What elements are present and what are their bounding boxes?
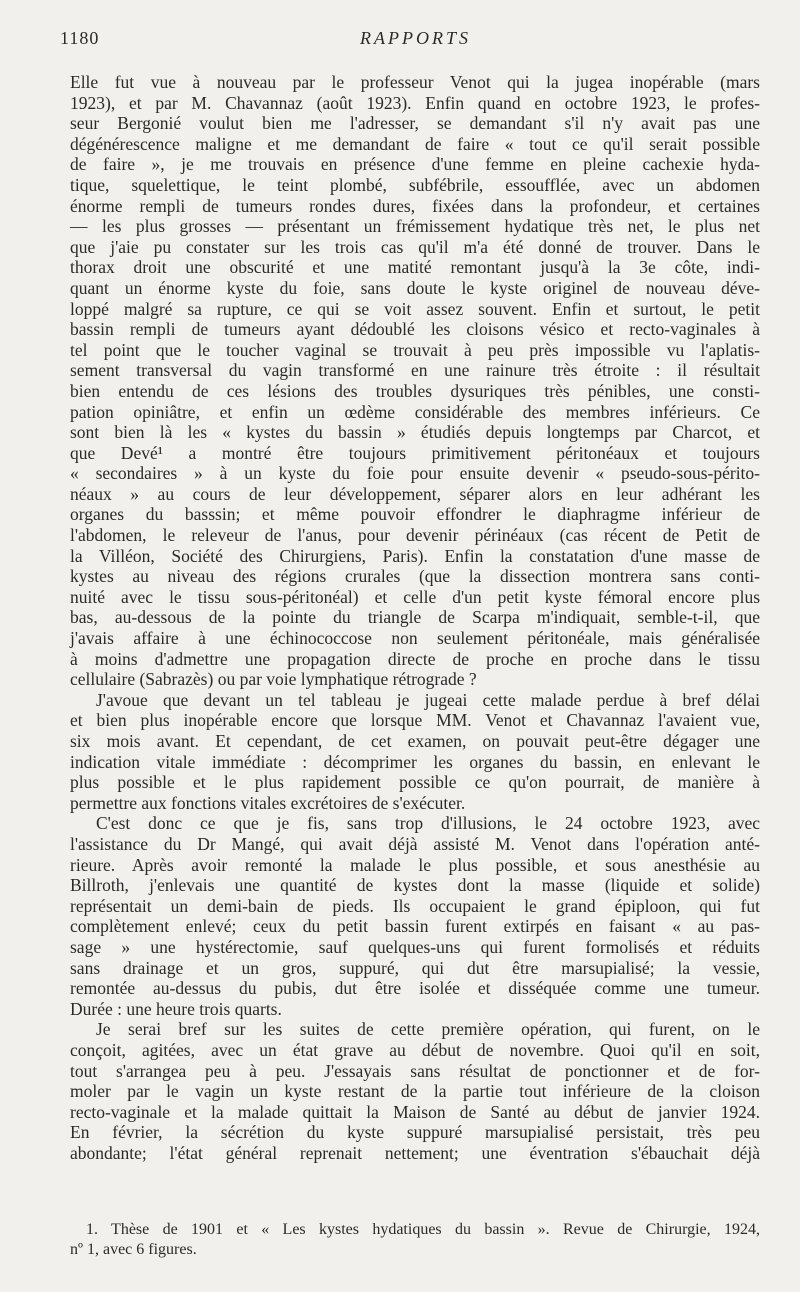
text-line: cellulaire (Sabrazès) ou par voie lymphatique rétrograde ?: [70, 669, 477, 690]
text-line: recto-vaginale et la malade quittait la Maison de Santé au début de janvier 1924.: [70, 1101, 760, 1122]
text-line: quant un énorme kyste du foie, sans doute le kyste originel de nouveau déve-: [70, 277, 760, 298]
text-line: néaux » au cours de leur développement, séparer alors en leur adhérant les: [70, 483, 760, 504]
text-line: six mois avant. Et cependant, de cet examen, on pouvait peut-être dégager une: [70, 731, 760, 751]
text-line: complètement enlevé; ceux du petit bassin furent extirpés en faisant « au pas-: [70, 916, 760, 937]
text-line: seur Bergonié voulut bien me l'adresser, se demandant s'il n'y avait pas une: [70, 113, 760, 134]
text-line: pation opiniâtre, et enfin un œdème considérable des membres inférieurs. Ce: [70, 401, 760, 422]
text-line: plus possible et le plus rapidement possible ce qu'on pourrait, de manière à: [70, 772, 760, 793]
page: [60, 28, 760, 1258]
text-line: organes du basssin; et même pouvoir effondrer le diaphragme inférieur de: [70, 504, 760, 525]
page-header: [60, 28, 760, 54]
text-line: sement transversal du vagin transformé en une rainure très étroite : il résultait: [70, 360, 760, 381]
text-line: sans drainage et un gros, suppuré, qui dut être marsupialisé; la vessie,: [70, 957, 760, 978]
text-line: tique, squelettique, le teint plombé, subfébrile, essoufflée, avec un abdomen: [70, 174, 760, 195]
text-line: nuité avec le tissu sous-péritonéal) et celle d'un petit kyste fémoral encore plus: [70, 586, 760, 607]
footnote-line: 1. Thèse de 1901 et « Les kystes hydatiques du bassin ». Revue de Chirurgie, 1924,: [86, 1221, 760, 1238]
text-line: l'abdomen, le releveur de l'anus, pour devenir périnéaux (cas récent de Petit de: [70, 525, 760, 546]
text-line: Billroth, j'enlevais une quantité de kystes dont la masse (liquide et solide): [70, 875, 760, 896]
text-line: kystes au niveau des régions crurales (que la dissection montrera sans conti-: [70, 566, 760, 587]
text-line: J'avoue que devant un tel tableau je jugeai cette malade perdue à bref délai: [96, 689, 760, 710]
page-number: 1180: [60, 28, 100, 48]
text-line: énorme rempli de tumeurs rondes dures, fixées dans la profondeur, et certaines: [70, 195, 760, 216]
text-line: tout s'arrangea peu à peu. J'essayais sans résultat de ponctionner et de for-: [70, 1060, 760, 1081]
text-line: Elle fut vue à nouveau par le professeur Venot qui la jugea inopérable (mars: [70, 72, 760, 92]
text-line: bassin rempli de tumeurs ayant dédoublé les cloisons vésico et recto-vaginales à: [70, 319, 760, 340]
text-line: indication vitale immédiate : décomprimer les organes du bassin, en enlevant le: [70, 751, 760, 772]
text-line: permettre aux fonctions vitales excrétoires de s'exécuter.: [70, 792, 466, 813]
text-line: Je serai bref sur les suites de cette première opération, qui furent, on le: [96, 1019, 760, 1040]
text-line: j'avais affaire à une échinococcose non seulement péritonéale, mais généralisée: [70, 628, 760, 649]
text-line: à moins d'admettre une propagation directe de proche en proche dans le tissu: [70, 648, 760, 669]
text-line: sage » une hystérectomie, sauf quelques-uns qui furent formolisés et réduits: [70, 936, 760, 957]
text-line: Durée : une heure trois quarts.: [70, 998, 282, 1019]
text-line: loppé malgré sa rupture, ce qui se voit assez souvent. Enfin et surtout, le petit: [70, 298, 760, 319]
text-line: et bien plus inopérable encore que lorsque MM. Venot et Chavannaz l'avaient vue,: [70, 710, 760, 731]
text-line: bien entendu de ces lésions des troubles dysuriques très pénibles, une consti-: [70, 380, 760, 401]
text-line: abondante; l'état général reprenait nettement; une éventration s'ébauchait déjà: [70, 1142, 760, 1163]
text-line: représentait un demi-bain de pieds. Ils occupaient le grand épiploon, qui fut: [70, 895, 760, 916]
text-line: que j'aie pu constater sur les trois cas qu'il m'a été donné de trouver. Dans le: [70, 236, 760, 257]
text-line: moler par le vagin un kyste restant de la partie tout inférieure de la cloison: [70, 1081, 760, 1102]
text-line: la Villéon, Société des Chirurgiens, Paris). Enfin la constatation d'une masse de: [70, 545, 760, 566]
footnote-line: nº 1, avec 6 figures.: [70, 1241, 197, 1258]
text-line: sont bien là les « kystes du bassin » étudiés depuis longtemps par Charcot, et: [70, 422, 760, 443]
text-line: de faire », je me trouvais en présence d'une femme en pleine cachexie hyda-: [70, 154, 760, 175]
text-line: conçoit, agitées, avec un état grave au début de novembre. Quoi qu'il en soit,: [70, 1039, 760, 1060]
running-head: RAPPORTS: [360, 28, 471, 48]
text-line: rieure. Après avoir remonté la malade le plus possible, et sous anesthésie au: [70, 854, 760, 875]
text-line: « secondaires » à un kyste du foie pour ensuite devenir « pseudo-sous-périto-: [70, 463, 760, 484]
text-line: l'assistance du Dr Mangé, qui avait déjà assisté M. Venot dans l'opération anté-: [70, 833, 760, 854]
body-text: [70, 72, 760, 1163]
text-line: que Devé¹ a montré être toujours primitivement péritonéaux et toujours: [70, 442, 760, 463]
text-line: En février, la sécrétion du kyste suppuré marsupialisé persistait, très peu: [70, 1122, 760, 1143]
text-line: bas, au-dessous de la pointe du triangle de Scarpa m'indiquait, semble-t-il, que: [70, 607, 760, 628]
text-line: C'est donc ce que je fis, sans trop d'illusions, le 24 octobre 1923, avec: [96, 813, 760, 834]
text-line: thorax droit une obscurité et une matité remontant jusqu'à la 3e côte, indi-: [70, 257, 760, 278]
text-line: — les plus grosses — présentant un frémissement hydatique très net, le plus net: [70, 216, 760, 237]
text-line: dégénérescence maligne et me demandant de faire « tout ce qu'il serait possible: [70, 133, 760, 154]
footnote: [70, 1220, 760, 1260]
text-line: remontée au-dessus du pubis, dut être isolée et disséquée comme une tumeur.: [70, 978, 760, 999]
text-line: tel point que le toucher vaginal se trouvait à peu près impossible vu l'aplatis-: [70, 339, 760, 360]
text-line: 1923), et par M. Chavannaz (août 1923). Enfin quand en octobre 1923, le profes-: [70, 92, 760, 113]
